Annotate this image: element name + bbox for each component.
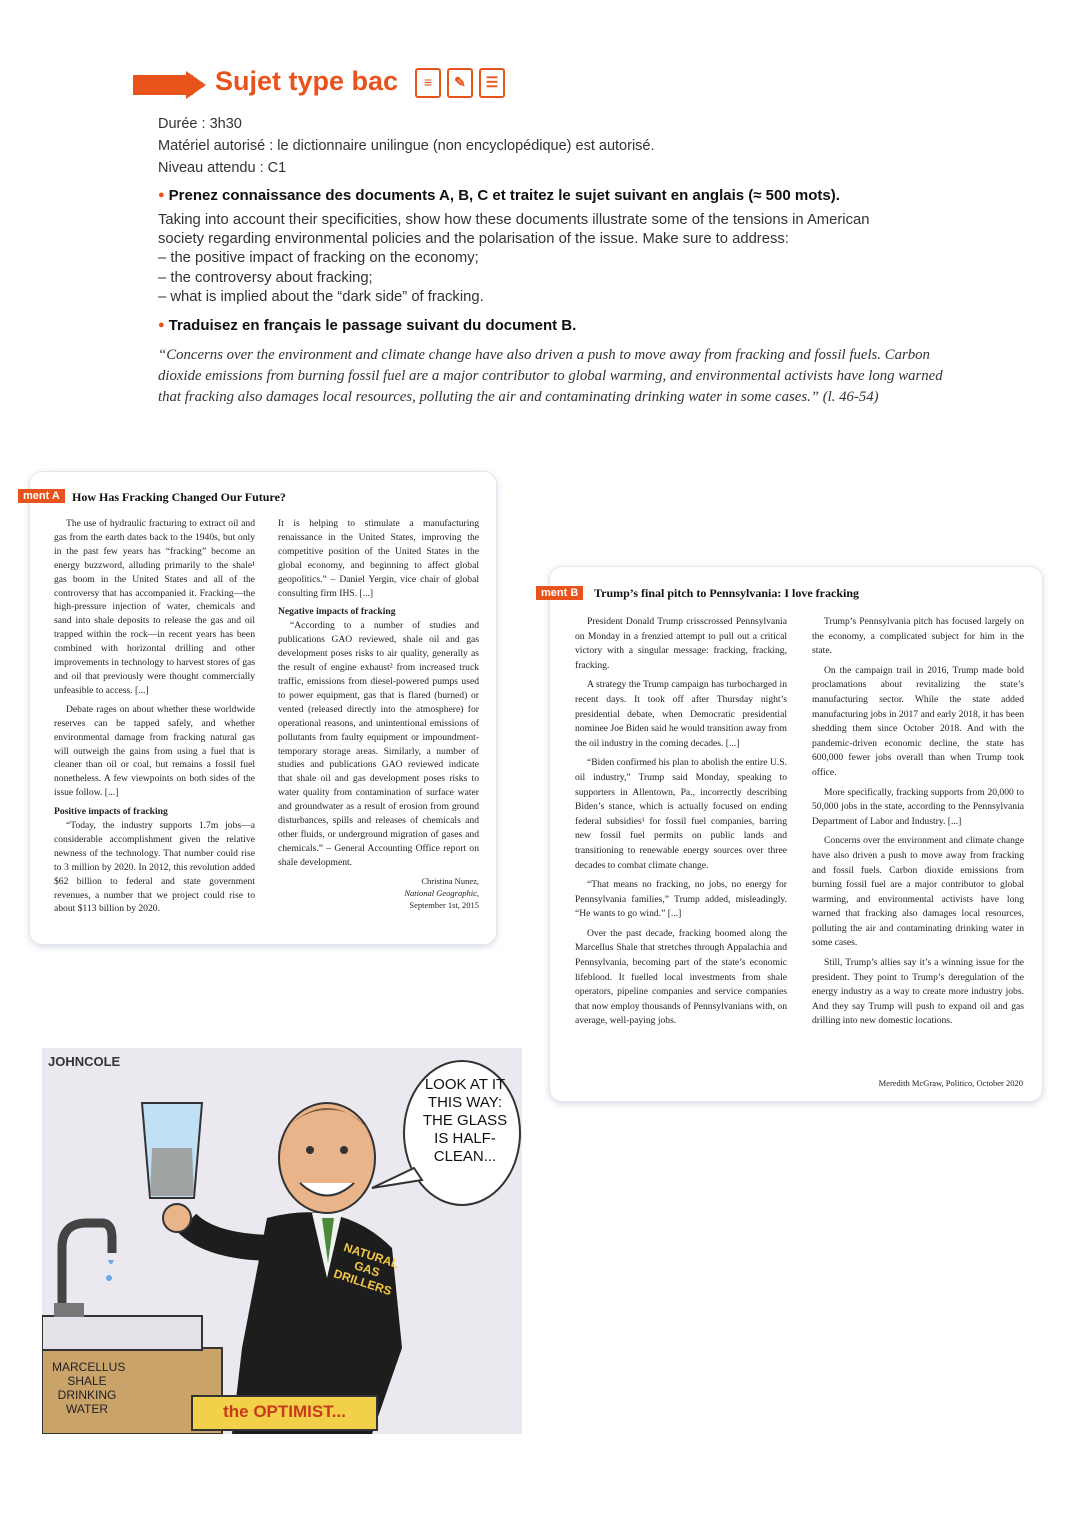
document-b-label: ment B: [536, 586, 583, 600]
document-a-col2: [278, 517, 479, 911]
paragraph: “That means no fracking, no jobs, no energy for Pennsylvania families,” Trump added, misleadingly. “He wants to go wind.” [...]: [575, 879, 787, 920]
level: Niveau attendu : C1: [158, 160, 287, 176]
paragraph: Still, Trump’s allies say it’s a winning issue for the president. They point to Trump’s deregulation of the energy industry as a way to create more industry jobs. And they say Trump will push to expand oil and gas drilling into new domestic locations.: [812, 957, 1024, 1027]
task1-item3: – what is implied about the “dark side” of fracking.: [158, 288, 484, 305]
paragraph: Debate rages on about whether these worldwide reserves can be tapped safely, and whether environmental damage from fracking natural gas will outweigh the gains from using a fuel that is cleaner than oil or coal, but remains a fossil fuel nonetheless. A few viewpoints on both sides of the issue follow. [...]: [54, 703, 255, 799]
credit-source: National Geographic,: [404, 887, 479, 898]
cartoon-speech-bubble: LOOK AT IT THIS WAY: THE GLASS IS HALF-CLEAN...: [422, 1076, 508, 1165]
header-arrow-icon: [186, 71, 206, 99]
paragraph: On the campaign trail in 2016, Trump made bold proclamations about revitalizing the state’s manufacturing sector. While the state added manufacturing jobs in 2017 and early 2018, it has been shedding them since October 2018. And with the pandemic-driven economic decline, the state has 600,000 fewer jobs overall than when Trump took office.: [812, 664, 1024, 778]
paragraph: Over the past decade, fracking boomed along the Marcellus Shale that stretches through Appalachia and Pennsylvania, becoming part of the state’s economic lifeblood. It fuelled local investments from shale operators, pipeline companies and service companies that now employ thousands of Pennsylvanians with, on average, well-paying jobs.: [575, 927, 787, 1027]
document-a-credit: [278, 875, 479, 911]
paragraph: “Today, the industry supports 1.7m jobs—a considerable accomplishment given the relative newness of the technology. That number could rise to 3 million by 2020. In 2012, this revolution added $62 billion to federal and state government revenues, a number that we project could rise to about $113 billion by 2020.: [54, 820, 255, 915]
document-a-title: How Has Fracking Changed Our Future?: [72, 490, 286, 504]
page-title: Sujet type bac: [215, 66, 399, 96]
document-b-col1: [575, 615, 787, 1034]
task1-body: [158, 211, 938, 307]
cartoon-signature: JOHNCOLE: [48, 1054, 121, 1069]
paragraph: Trump’s Pennsylvania pitch has focused largely on the economy, a complicated subject for him in the state.: [812, 616, 1024, 657]
cartoon-jacket-text: NATURAL GAS DRILLERS: [331, 1240, 401, 1299]
pen-icon: ✎: [447, 68, 473, 98]
document-b-col2: [812, 615, 1024, 1034]
subheading: Negative impacts of fracking: [278, 606, 396, 618]
subheading: Positive impacts of fracking: [54, 806, 168, 818]
paragraph: The use of hydraulic fracturing to extract oil and gas from the earth dates back to the 1940s, but only in the past few years has “fracking” become an energy buzzword, alluding primarily to the shale¹ gas boom in the United States and all of the controversy that has accompanied it. Fracking—the high-pressure injection of water, chemicals and sand into shale deposits to release the gas and oil trapped within the rock—in recent years has been combined with horizontal drilling and other improvements in technology to harvest stores of gas and oil that previously were thought commercially unfeasible to access. [...]: [54, 518, 255, 696]
duration: Durée : 3h30: [158, 116, 242, 132]
paragraph: It is helping to stimulate a manufacturing renaissance in the United States, improving the competitive position of the United States in the global economy, and beginning to affect global geopolitics.” – Daniel Yergin, vice chair of global consulting firm IHS. [...]: [278, 518, 479, 599]
list-icon: ☰: [479, 68, 505, 98]
document-icon: ≡: [415, 68, 441, 98]
document-a-col1: [54, 517, 255, 921]
paragraph: “According to a number of studies and publications GAO reviewed, shale oil and gas development poses risks to air quality, generally as the result of engine exhaust² from increased truck traffic, emissions from diesel-powered pumps used to power equipment, gas that is flared (burned) or vented (released directly into the atmosphere) for operational reasons, and unintentional emissions of pollutants from faulty equipment or impoundment-temporary storage areas. Similarly, a number of studies and publications GAO reviewed indicate that shale oil and gas development poses risks to water quality from contamination of surface water and groundwater as a result of erosion from ground disturbances, spills and releases of chemicals and other fluids, or underground migration of gases and chemicals.” – General Accounting Office report on shale development.: [278, 620, 479, 868]
paragraph: “Biden confirmed his plan to abolish the entire U.S. oil industry,” Trump said Monday, speaking to supporters in Allentown, Pa., incorrectly describing Biden’s stance, which is actually focused on ending federal subsidies¹ for fossil fuel companies, barring new fossil fuel permits on public lands and transitioning to renewable energy sources over three decades to combat climate change.: [575, 757, 787, 871]
header-icons: [415, 68, 505, 98]
paragraph: President Donald Trump crisscrossed Pennsylvania on Monday in a frenzied attempt to pull out a critical victory with a singular message: fracking, fracking, fracking.: [575, 616, 787, 671]
cartoon-sink-label: MARCELLUS SHALE DRINKING WATER: [52, 1360, 126, 1416]
material: Matériel autorisé : le dictionnaire unilingue (non encyclopédique) est autorisé.: [158, 138, 655, 154]
cartoon-plaque: the OPTIMIST...: [223, 1402, 346, 1421]
paragraph: Concerns over the environment and climate change have also driven a push to move away from fracking and fossil fuels. Carbon dioxide emissions from burning fossil fuel are a major contributor to global warming, and environmental activists have long warned that fracking also damages local resources, polluting the air and contaminating drinking water in some cases.: [812, 835, 1024, 949]
paragraph: More specifically, fracking supports from 20,000 to 50,000 jobs in the state, according to the Pennsylvania Department of Labor and Industry. [...]: [812, 786, 1024, 827]
credit-author: Christina Nunez,: [421, 875, 479, 886]
task2-quote: “Concerns over the environment and climate change have also driven a push to move away from fracking and fossil fuels. Carbon dioxide emissions from burning fossil fuel are a major contributor to global warming, and environmental activists have long warned that fracking also damages local resources, polluting the air and contaminating drinking water in some cases.” (l. 46-54): [158, 347, 943, 405]
task1-item1: – the positive impact of fracking on the economy;: [158, 250, 479, 267]
task1-instruction: ● Prenez connaissance des documents A, B, C et traitez le sujet suivant en anglais (≈ 500 mots).: [158, 187, 840, 204]
cartoon: [42, 1048, 522, 1434]
task1-line1: Taking into account their specificities, show how these documents illustrate some of the tensions in American: [158, 212, 870, 228]
document-b-credit: Meredith McGraw, Politico, October 2020: [878, 1078, 1023, 1088]
paragraph: A strategy the Trump campaign has turbocharged in recent days. It took off after Thursday night’s presidential debate, when Democratic presidential nominee Joe Biden said he would transition away from the oil industry in the coming decades. [...]: [575, 679, 787, 749]
document-a-label: ment A: [18, 489, 65, 503]
header-bar: [133, 75, 193, 95]
document-b-title: Trump’s final pitch to Pennsylvania: I love fracking: [594, 586, 860, 600]
task1-item2: – the controversy about fracking;: [158, 269, 373, 286]
task2-instruction: ● Traduisez en français le passage suivant du document B.: [158, 317, 576, 334]
task1-line2: society regarding environmental policies and the polarisation of the issue. Make sure to address:: [158, 231, 789, 248]
credit-date: September 1st, 2015: [409, 899, 479, 910]
